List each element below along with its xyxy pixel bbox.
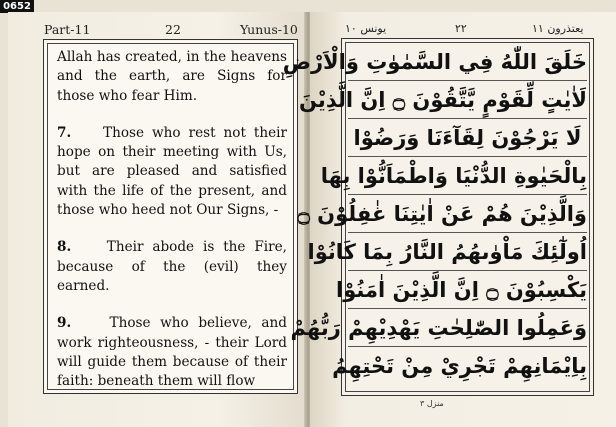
verse-intro: Allah has created, in the heavens and the earth, are Signs for those who fear Him.	[57, 49, 287, 104]
verse-text: Those who believe, and work righteousness, - their Lord will guide them because of their faith: beneath them will flow	[57, 315, 287, 390]
part-label: Part-11	[44, 22, 91, 37]
arabic-text-frame	[282, 38, 594, 396]
arabic-page-number: ٢٢	[455, 22, 467, 35]
arabic-surah-label: يونس ١٠	[345, 22, 387, 35]
scan-id-badge: 0652	[0, 0, 34, 13]
arabic-line: وَالَّذِيْنَ هُمْ عَنْ اٰيٰتِنَا غٰفِلُوْنَ ۝	[348, 197, 587, 233]
arabic-line: يَكْسِبُوْنَ ۝ اِنَّ الَّذِيْنَ اٰمَنُوْا	[348, 273, 587, 309]
verse-number: 7.	[57, 124, 72, 141]
page-number: 22	[165, 22, 181, 37]
manzil-footer: منزل ٣	[420, 399, 444, 408]
translation-text	[57, 48, 287, 391]
arabic-line: لَا يَرْجُوْنَ لِقَآءَنَا وَرَضُوْا	[348, 121, 587, 157]
verse-number: 9.	[57, 315, 72, 332]
arabic-line: لَاٰيٰتٍ لِّقَوْمٍ يَّتَّقُوْنَ ۝ اِنَّ الَّذِيْنَ	[348, 83, 587, 119]
verse-8	[57, 238, 287, 296]
surah-label: Yunus-10	[240, 22, 298, 37]
arabic-line: وَعَمِلُوا الصّٰلِحٰتِ يَهْدِيْهِمْ رَبُّهُمْ	[348, 311, 587, 347]
arabic-line: بِاِيْمَانِهِمْ تَجْرِيْ مِنْ تَحْتِهِمُ	[332, 354, 587, 378]
arabic-line: بِالْحَيٰوةِ الدُّنْيَا وَاطْمَاَنُّوْا بِهَا	[348, 159, 587, 195]
translation-frame	[43, 39, 298, 394]
arabic-part-label: يعتذرون ١١	[532, 22, 584, 35]
arabic-line: خَلَقَ اللّٰهُ فِي السَّمٰوٰتِ وَالْاَرْضِ	[348, 45, 587, 81]
verse-9	[57, 314, 287, 391]
verse-text: Their abode is the Fire, because of the (evil) they earned.	[57, 239, 287, 294]
verse-number: 8.	[57, 239, 72, 256]
verse-text: Those who rest not their hope on their meeting with Us, but are pleased and satisfied with the life of the present, and those who heed not Our Signs, -	[57, 124, 287, 219]
arabic-line: اُولٰٓئِكَ مَاْوٰىهُمُ النَّارُ بِمَا كَانُوْا	[348, 235, 587, 271]
verse-7	[57, 124, 287, 220]
